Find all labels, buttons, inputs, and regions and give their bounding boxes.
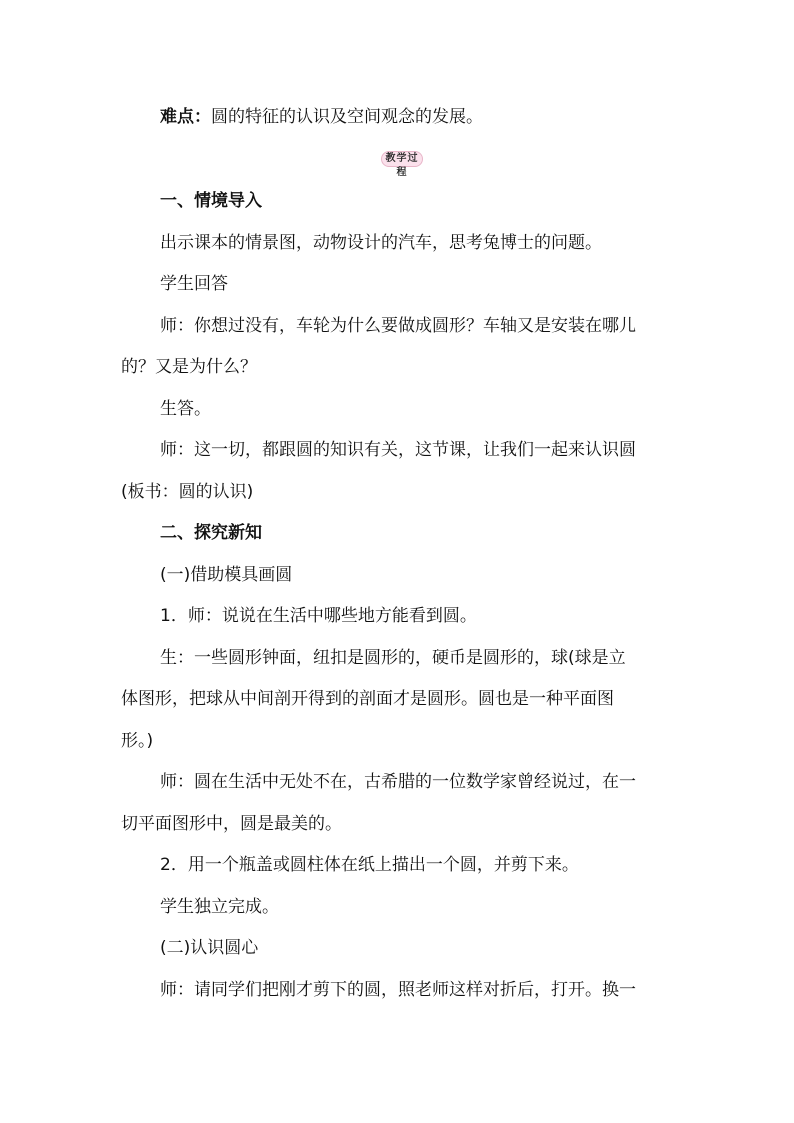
paragraph: 生：一些圆形钟面，纽扣是圆形的，硬币是圆形的，球(球是立: [160, 648, 626, 668]
subheading: (一)借助模具画圆: [160, 565, 293, 585]
paragraph: 出示课本的情景图，动物设计的汽车，思考兔博士的问题。: [160, 233, 602, 253]
difficulty-text: 圆的特征的认识及空间观念的发展。: [211, 107, 483, 127]
paragraph-continuation: 切平面图形中，圆是最美的。: [121, 814, 342, 834]
difficulty-line: [160, 106, 483, 128]
paragraph: 师：这一切，都跟圆的知识有关，这节课，让我们一起来认识圆: [160, 440, 636, 460]
difficulty-label: 难点：: [160, 107, 211, 127]
paragraph: 2．用一个瓶盖或圆柱体在纸上描出一个圆，并剪下来。: [160, 855, 579, 875]
paragraph: 师：你想过没有，车轮为什么要做成圆形？车轴又是安装在哪儿: [160, 316, 636, 336]
paragraph-continuation: 的？又是为什么？: [121, 357, 257, 377]
paragraph: 师：请同学们把刚才剪下的圆，照老师这样对折后，打开。换一: [160, 980, 636, 1000]
paragraph: 学生独立完成。: [160, 897, 279, 917]
paragraph: 学生回答: [160, 274, 228, 294]
subheading: (二)认识圆心: [160, 938, 259, 958]
paragraph: 1．师：说说在生活中哪些地方能看到圆。: [160, 606, 477, 626]
paragraph-continuation: 形。): [121, 731, 154, 751]
paragraph-continuation: 体图形，把球从中间剖开得到的剖面才是圆形。圆也是一种平面图: [121, 689, 614, 709]
paragraph: 师：圆在生活中无处不在，古希腊的一位数学家曾经说过，在一: [160, 772, 636, 792]
teaching-process-badge: 教学过程: [381, 151, 423, 167]
section-heading-2: 二、探究新知: [160, 523, 262, 543]
paragraph-continuation: (板书：圆的认识): [121, 482, 254, 502]
paragraph: 生答。: [160, 399, 211, 419]
section-heading-1: 一、情境导入: [160, 191, 262, 211]
